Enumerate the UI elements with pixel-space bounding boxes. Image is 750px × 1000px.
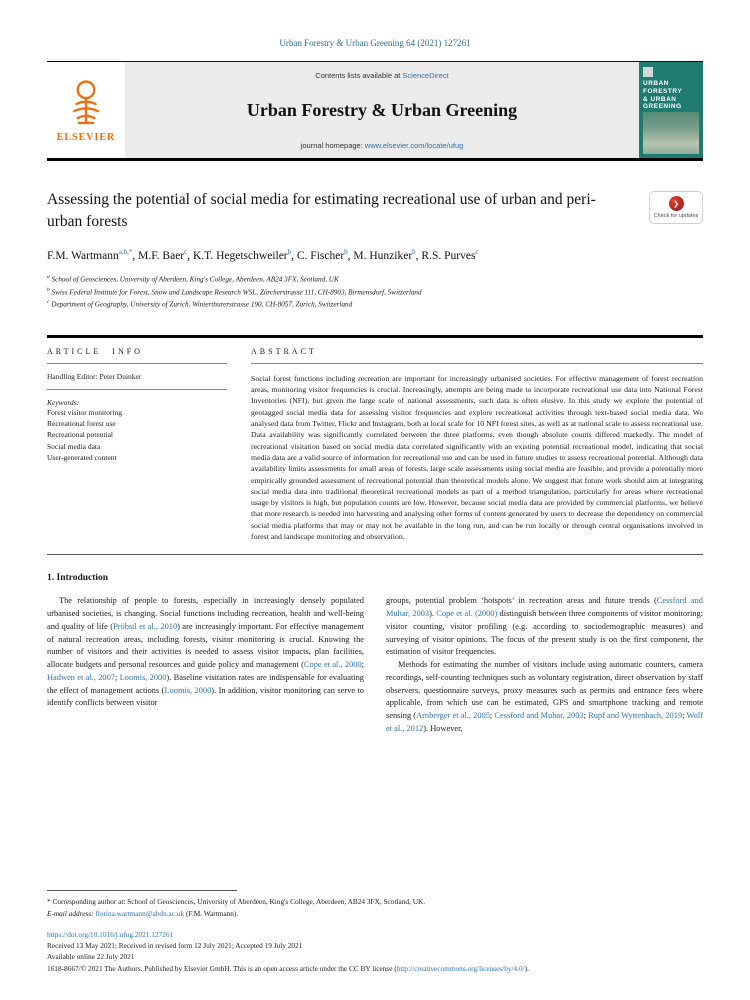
citation-link[interactable]: Pröbstl et al., 2010 — [113, 621, 178, 631]
body-paragraph — [386, 595, 703, 659]
cover-logo-icon — [643, 67, 653, 77]
email-suffix: (F.M. Wartmann). — [184, 908, 239, 918]
handling-editor: Handling Editor: Peter Duinker — [47, 364, 227, 390]
author-name: F.M. Wartmann — [47, 250, 119, 263]
elsevier-tree-icon — [64, 78, 108, 130]
citation-link[interactable]: Rupf and Wyttenbach, 2019 — [588, 711, 683, 721]
doi-link[interactable]: https://doi.org/10.1016/j.ufug.2021.127261 — [47, 929, 174, 939]
contents-prefix: Contents lists available at — [315, 71, 403, 80]
footnotes — [47, 890, 703, 974]
article-info-column — [47, 338, 227, 542]
homepage-prefix: journal homepage: — [300, 141, 365, 150]
body-paragraph — [386, 659, 703, 736]
text-segment: groups, potential problem ‘hotspots’ in recreation areas and future trends ( — [386, 596, 657, 606]
elsevier-logo[interactable] — [47, 62, 125, 158]
affiliation-text: School of Geosciences, University of Aberdeen, King's College, Aberdeen, AB24 3FX, Scotland, UK — [51, 275, 339, 284]
author-separator: , — [291, 250, 297, 263]
cover-title — [643, 80, 699, 111]
abstract-heading: ABSTRACT — [251, 347, 703, 364]
footnote-divider — [47, 890, 237, 891]
crossmark-icon: ❯ — [669, 196, 684, 211]
author — [47, 250, 138, 262]
author-affiliation-sup[interactable]: b — [412, 248, 416, 257]
citation-link[interactable]: Hadwen et al., 2007 — [47, 672, 115, 682]
author — [421, 250, 478, 262]
text-segment: ). Baseline visitation rates are indispensable for evaluating the effect of management actions ( — [47, 672, 364, 695]
check-for-updates-badge[interactable] — [649, 191, 703, 224]
affiliation-sup: a — [47, 274, 50, 281]
citation-link[interactable]: Cessford and Muhar, 2003 — [386, 596, 703, 619]
affiliation-text: Swiss Federal Institute for Forest, Snow and Landscape Research WSL, Zürcherstrasse 111, CH-8903, Birmensdorf, Switzerland — [51, 288, 422, 297]
keyword: Social media data — [47, 441, 101, 451]
author-separator: , — [347, 250, 354, 263]
text-segment: The relationship of people to forests, especially in increasingly densely populated urbanised societies, is changing. Social functions including recreation, health and well-being and quality of life ( — [47, 596, 364, 631]
author-name: R.S. Purves — [421, 250, 476, 263]
doi-line — [47, 929, 703, 940]
section-heading-introduction: 1. Introduction — [47, 573, 109, 584]
available-online: Available online 22 July 2021 — [47, 952, 135, 962]
text-segment: distinguish between three components of visitor monitoring: visitor counting, visitor profiling (e.g. according to sociodemographic measures) and surveying of visitor opinions. The focus of the present study is on the first component, the estimation of visitor frequencies. — [386, 609, 703, 657]
author-separator: , — [415, 250, 422, 263]
check-badge-label: Check for updates — [653, 213, 699, 219]
citation-link[interactable]: Loomis, 2000 — [119, 672, 167, 682]
keyword: User-generated content — [47, 452, 117, 462]
text-segment: Methods for estimating the number of visitors include using automatic counters, camera recordings, self-counting techniques such as voluntary registration, direct observation by staff observers, questionnaire surveys, proxy measures such as permits and entrance fees where applicable, from which use can be estimated, GPS and smartphone tracking and remote sensing ( — [386, 660, 703, 721]
author-name: M.F. Baer — [138, 250, 185, 263]
article-info-abstract-block — [47, 335, 703, 555]
sciencedirect-link[interactable]: ScienceDirect — [402, 71, 449, 80]
citation-link[interactable]: Loomis, 2000 — [164, 685, 212, 695]
email-label: E-mail address: — [47, 908, 94, 918]
author-affiliation-sup[interactable]: a,b,* — [118, 248, 133, 257]
journal-citation: Urban Forestry & Urban Greening 64 (2021) 127261 — [279, 38, 471, 48]
affiliation-sup: c — [47, 299, 50, 306]
citation-link[interactable]: Cope et al., 2000 — [303, 660, 362, 670]
text-segment: ). However, — [423, 723, 463, 733]
body-column-right — [386, 595, 703, 735]
keywords-label: Keywords: — [47, 397, 80, 407]
citation-link[interactable]: Wolf et al., 2012 — [386, 711, 703, 733]
copyright-text: 1618-8667/© 2021 The Authors. Published by Elsevier GmbH. This is an open access article under the CC BY license ( — [47, 963, 397, 973]
journal-cover-thumbnail[interactable] — [639, 62, 703, 158]
author-affiliation-sup[interactable]: c — [184, 248, 188, 257]
abstract-column — [251, 338, 703, 542]
corresponding-author-note: * Corresponding author at: School of Geosciences, University of Aberdeen, King's College, Aberdeen, AB24 3FX, Scotland, UK. — [47, 897, 426, 907]
author-affiliation-sup[interactable]: b — [344, 248, 348, 257]
body-columns — [47, 595, 703, 735]
title-row — [47, 189, 703, 232]
affiliation-sup: b — [47, 286, 50, 293]
journal-banner — [125, 62, 639, 158]
keyword: Recreational potential — [47, 430, 114, 440]
journal-title: Urban Forestry & Urban Greening — [246, 100, 518, 120]
homepage-line — [301, 141, 464, 150]
text-segment: ). — [429, 609, 437, 619]
copyright-close: ). — [524, 963, 529, 973]
journal-homepage-link[interactable]: www.elsevier.com/locate/ufug — [364, 141, 464, 150]
affiliation — [47, 298, 703, 311]
article-info-heading: ARTICLE INFO — [47, 347, 227, 364]
text-segment: ; — [489, 711, 495, 721]
text-segment: ; — [114, 672, 120, 682]
contents-line — [315, 71, 448, 80]
author-separator: , — [187, 250, 193, 263]
author — [138, 250, 193, 262]
email-line — [47, 908, 703, 919]
cover-title-line: & URBAN — [643, 95, 677, 103]
article-title: Assessing the potential of social media for estimating recreational use of urban and peri-urban forests — [47, 191, 596, 230]
citation-link[interactable]: Cope et al. (2000) — [436, 609, 498, 619]
cover-photo — [643, 112, 699, 154]
abstract-text: Social forest functions including recreation are important for increasingly urbanised societies. For effective management of forest recreation areas, monitoring visitor frequencies is crucial. Increasingly, attempts are being made to incorporate recreational use data into National Forest Inventories (NFI), but given the large scale of national assessments, such data is often elusive. In this study we explore the potential of geotagged social media data for assessing visitor frequencies and explore recreational activities through text-based social media data. We analysed data from Twitter, Flickr and Instagram, both at local scale for 10 NFI forest sites, as well as at national scale to assess recreational use. Data availability was significantly correlated between the three platforms, even though absolute counts differed markedly. The model of recreational visitation based on social media data correlated significantly with an existing potential recreational model, indicating that social media data are a valid source of information for recreational use and can be used in future studies to assess recreational potential. Although data availability limits assessments for small areas of forests, large scale assessments using social media are feasible, and provide a potentially more empirically grounded assessment of recreational potential than theoretical models alone. We suggest that future work should aim at integrating social media data into traditional theoretical recreational models as part of a method triangulation, particularly for areas where recreational usage by visitors is high, but population counts are low. However, because social media data are provided by commercial platforms, we believe that more research is needed into harvesting and analysing other forms of content generated by users to decrease the dependency on commercial social media platforms that may or may not be available in the long run, and can be run locally or through central organisations involved in forest and landscape monitoring and observation. — [251, 373, 703, 541]
cover-title-line: FORESTRY — [643, 87, 683, 95]
text-segment: ). In addition, visitor monitoring can serve to identify conflicts between visitor — [47, 685, 364, 708]
affiliation-list — [47, 273, 703, 311]
keyword: Forest visitor monitoring — [47, 407, 122, 417]
citation-link[interactable]: Cessford and Muhar, 2003 — [494, 711, 584, 721]
author — [353, 250, 421, 262]
text-segment: ; — [361, 660, 364, 670]
affiliation — [47, 273, 703, 286]
author-affiliation-sup[interactable]: c — [475, 248, 479, 257]
body-paragraph — [47, 595, 364, 710]
body-column-left — [47, 595, 364, 735]
copyright-line — [47, 963, 703, 974]
cc-license-link[interactable]: http://creativecommons.org/licenses/by/4.0/ — [396, 963, 525, 973]
received-dates: Received 13 May 2021; Received in revised form 12 July 2021; Accepted 19 July 2021 — [47, 941, 303, 951]
email-link[interactable]: florina.wartmann@abdn.ac.uk — [95, 908, 185, 918]
affiliation — [47, 286, 703, 299]
author-name: K.T. Hegetschweiler — [193, 250, 288, 263]
cover-title-line: URBAN — [643, 80, 669, 87]
text-segment: ) are increasingly important. For effective management of natural recreation areas, including forests, visitor monitoring is crucial. Knowing the number of visitors and their activities is needed to assess visitor impacts, plan facilities, allocate budgets and personal resources and guide policy and management ( — [47, 621, 364, 670]
author-affiliation-sup[interactable]: b — [287, 248, 292, 257]
elsevier-wordmark: ELSEVIER — [56, 131, 116, 143]
keyword: Recreational forest use — [47, 419, 116, 429]
citation-link[interactable]: Arnberger et al., 2005 — [416, 711, 490, 721]
author-list — [47, 248, 703, 262]
affiliation-text: Department of Geography, University of Zurich, Winterthurerstrasse 190, CH-8057, Zurich, Switzerland — [51, 300, 353, 309]
author-separator: , — [132, 250, 139, 263]
author — [193, 250, 297, 262]
text-segment: ; — [583, 711, 589, 721]
cover-title-line: GREENING — [643, 103, 682, 111]
text-segment: ; — [682, 711, 687, 721]
journal-header-banner — [47, 61, 703, 161]
author — [297, 250, 354, 262]
author-name: C. Fischer — [296, 250, 345, 263]
author-name: M. Hunziker — [353, 250, 413, 263]
